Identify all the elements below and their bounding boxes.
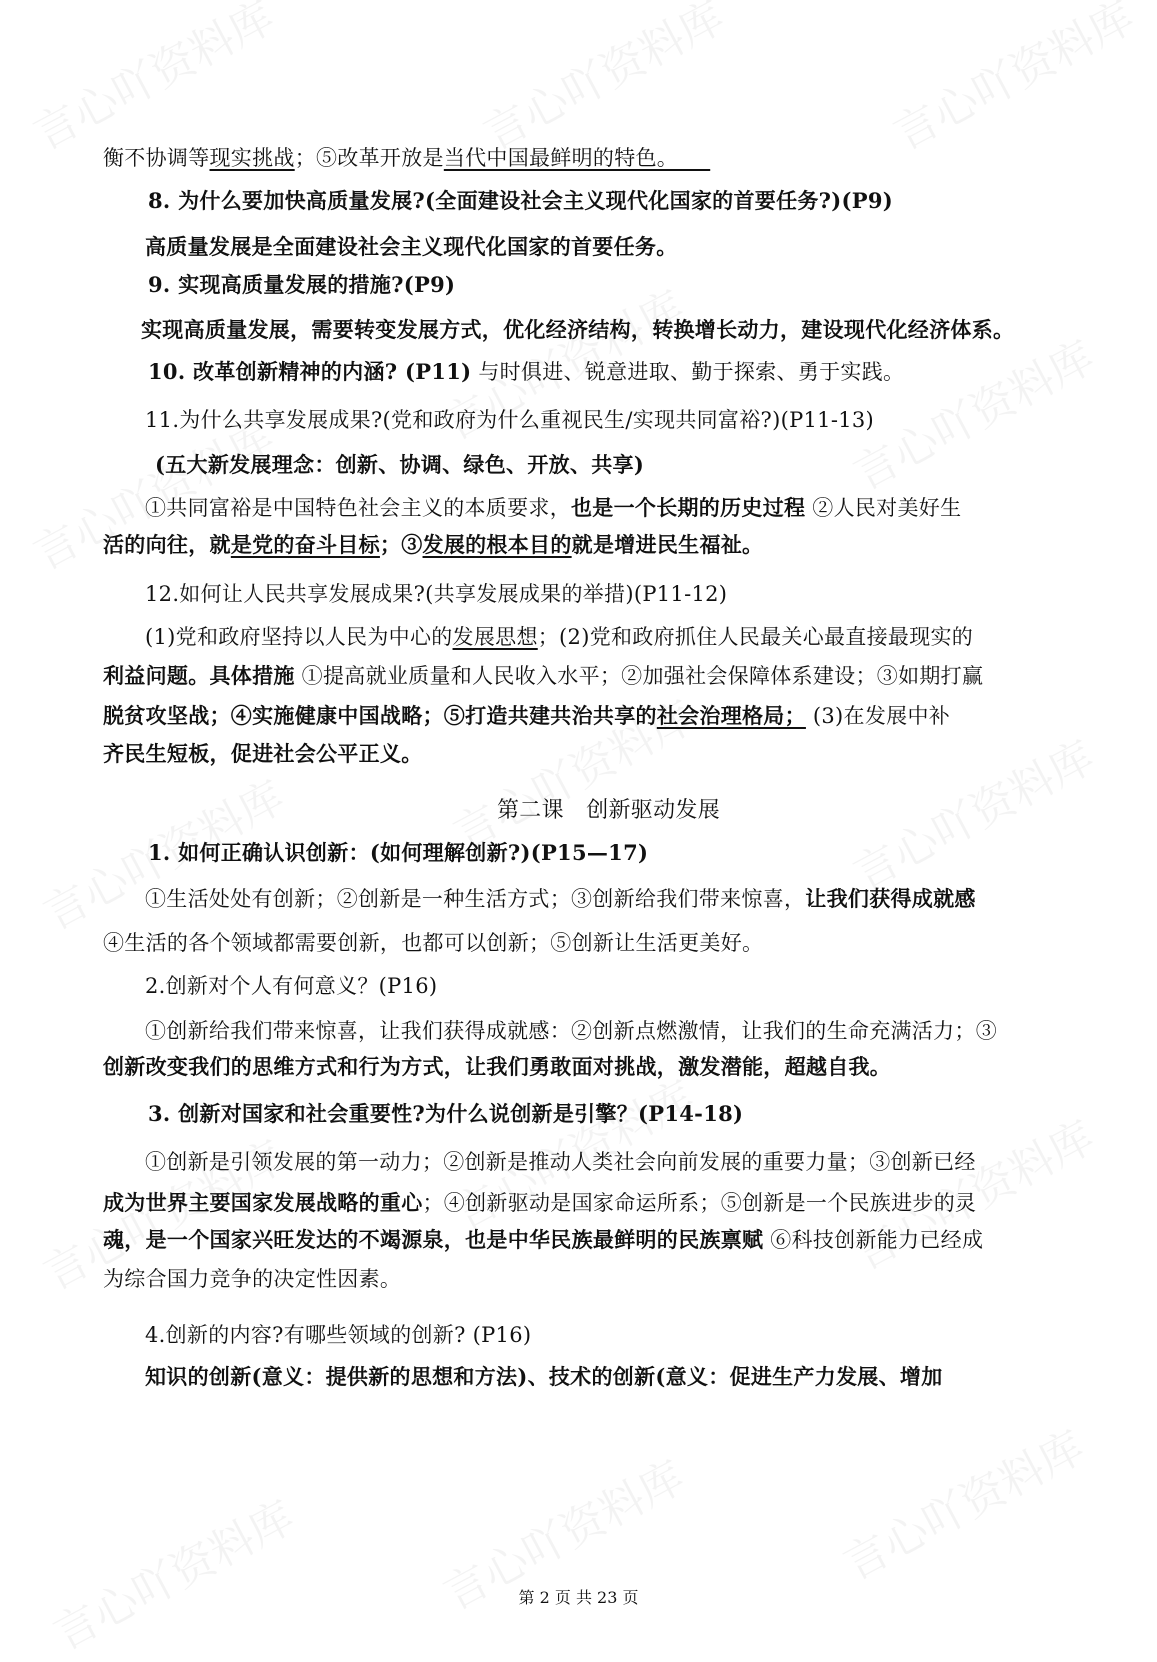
text-segment: 发展思想 [452,625,538,649]
question-10 [148,357,904,387]
text-segment: 衡不协调等 [103,146,210,170]
text-segment: 3. 创新对国家和社会重要性?为什么说创新是引擎？(P14-18) [148,1101,744,1126]
text-segment: 就是增进民生福祉。 [571,532,764,557]
lesson2-answer-2-line-1 [145,1016,997,1046]
text-segment: 创新改变我们的思维方式和行为方式，让我们勇敢面对挑战，激发潜能，超越自我。 [103,1054,892,1079]
watermark [840,722,1103,902]
text-segment: 9. 实现高质量发展的措施?(P9) [148,272,456,297]
lesson2-question-4 [145,1320,531,1350]
answer-12-line-4 [103,739,423,769]
text-segment: 10. 改革创新精神的内涵? (P11) [148,359,472,384]
text-segment: 让我们获得成就感 [805,886,976,911]
text-segment: ；③ [379,532,423,557]
text-segment: 实现高质量发展，需要转变发展方式，优化经济结构，转换增长动力，建设现代化经济体系。 [141,317,1015,342]
text-segment: ⑥科技创新能力已经成 [763,1228,984,1252]
question-9 [148,270,455,300]
watermark [470,0,733,162]
text-segment: 4.创新的内容?有哪些领域的创新? (P16) [145,1323,532,1347]
lesson2-answer-3-line-2 [103,1188,976,1218]
text-segment: 8. 为什么要加快高质量发展?(全面建设社会主义现代化国家的首要任务?)(P9) [148,188,893,213]
answer-11-line-2 [103,530,763,560]
text-segment: 1. 如何正确认识创新：(如何理解创新?)(P15—17) [148,840,649,865]
text-segment: ；⑤改革开放是 [294,146,444,170]
text-segment: 也是一个长期的历史过程 [571,495,806,520]
text-segment: 是党的奋斗目标 [230,532,380,557]
lesson2-answer-3-line-1 [145,1147,976,1177]
lesson2-answer-1-line-1 [145,884,976,914]
text-segment: 知识的创新(意义：提供新的思想和方法)、技术的创新(意义：促进生产力发展、增加 [145,1364,943,1389]
answer-9 [141,315,1014,345]
text-segment: 11.为什么共享发展成果?(党和政府为什么重视民生/实现共同富裕?)(P11-13) [145,408,875,432]
lesson2-question-2 [145,971,437,1001]
text-segment: 2.创新对个人有何意义？(P16) [145,974,438,998]
text-segment: (五大新发展理念：创新、协调、绿色、开放、共享) [155,452,645,477]
text-segment: ①生活处处有创新；②创新是一种生活方式；③创新给我们带来惊喜， [145,887,806,911]
five-concepts-note [155,450,644,480]
answer-12-line-2 [103,661,983,691]
answer-8 [145,232,678,262]
watermark [880,0,1143,162]
question-11 [145,405,874,435]
text-segment: 成为世界主要国家发展战略的重心 [103,1190,423,1215]
lesson-title [497,796,720,826]
text-segment: 发展的根本目的 [422,532,572,557]
text-segment: 脱贫攻坚战；④实施健康中国战略；⑤打造共建共治共享的 [103,703,657,728]
text-segment: ；(2)党和政府抓住人民最关心最直接最现实的 [537,625,974,649]
question-8 [148,186,893,216]
text-segment: ①创新给我们带来惊喜，让我们获得成就感：②创新点燃激情，让我们的生命充满活力；③ [145,1019,997,1043]
lesson2-answer-3-line-3 [103,1225,983,1255]
lesson2-answer-3-line-4 [103,1264,401,1294]
text-segment: 12.如何让人民共享发展成果?(共享发展成果的举措)(P11-12) [145,582,728,606]
answer-12-line-1 [145,622,973,652]
text-segment: 当代中国最鲜明的特色。 [443,146,711,170]
text-segment: (1)党和政府坚持以人民为中心的 [145,625,453,649]
lesson2-answer-2-line-2 [103,1052,891,1082]
watermark [20,0,283,162]
text-segment: ；④创新驱动是国家命运所系；⑤创新是一个民族进步的灵 [422,1191,977,1215]
text-segment: 魂，是一个国家兴旺发达的不竭源泉，也是中华民族最鲜明的民族禀赋 [103,1227,764,1252]
watermark [830,1412,1093,1592]
lesson2-question-3 [148,1099,743,1129]
lesson2-answer-4-line-1 [145,1362,943,1392]
text-segment: 现实挑战 [209,146,295,170]
lesson2-answer-1-line-2 [103,928,763,958]
text-segment: 与时俱进、锐意进取、勤于探索、勇于实践。 [471,360,905,384]
text-segment: 高质量发展是全面建设社会主义现代化国家的首要任务。 [145,234,678,259]
text-segment: 利益问题。具体措施 [103,663,295,688]
text-segment: ④生活的各个领域都需要创新，也都可以创新；⑤创新让生活更美好。 [103,931,764,955]
text-segment: 社会治理格局； [656,703,806,728]
watermark [840,322,1103,502]
text-segment: 为综合国力竞争的决定性因素。 [103,1267,402,1291]
text-segment: ①创新是引领发展的第一动力；②创新是推动人类社会向前发展的重要力量；③创新已经 [145,1150,976,1174]
text-line [103,143,710,173]
text-segment: ①提高就业质量和人民收入水平；②加强社会保障体系建设；③如期打赢 [294,664,984,688]
question-12 [145,579,727,609]
text-segment: (3)在发展中补 [805,704,951,728]
lesson2-question-1 [148,838,648,868]
answer-12-line-3 [103,701,950,731]
text-segment: 第二课 创新驱动发展 [497,798,721,823]
answer-11-line-1 [145,493,961,523]
text-segment: ②人民对美好生 [805,496,962,520]
page-footer: 第 2 页 共 23 页 [518,1588,639,1607]
text-segment: ①共同富裕是中国特色社会主义的本质要求， [145,496,571,520]
watermark [40,1482,303,1662]
text-segment: 活的向往，就 [103,532,231,557]
text-segment: 齐民生短板，促进社会公平正义。 [103,741,423,766]
